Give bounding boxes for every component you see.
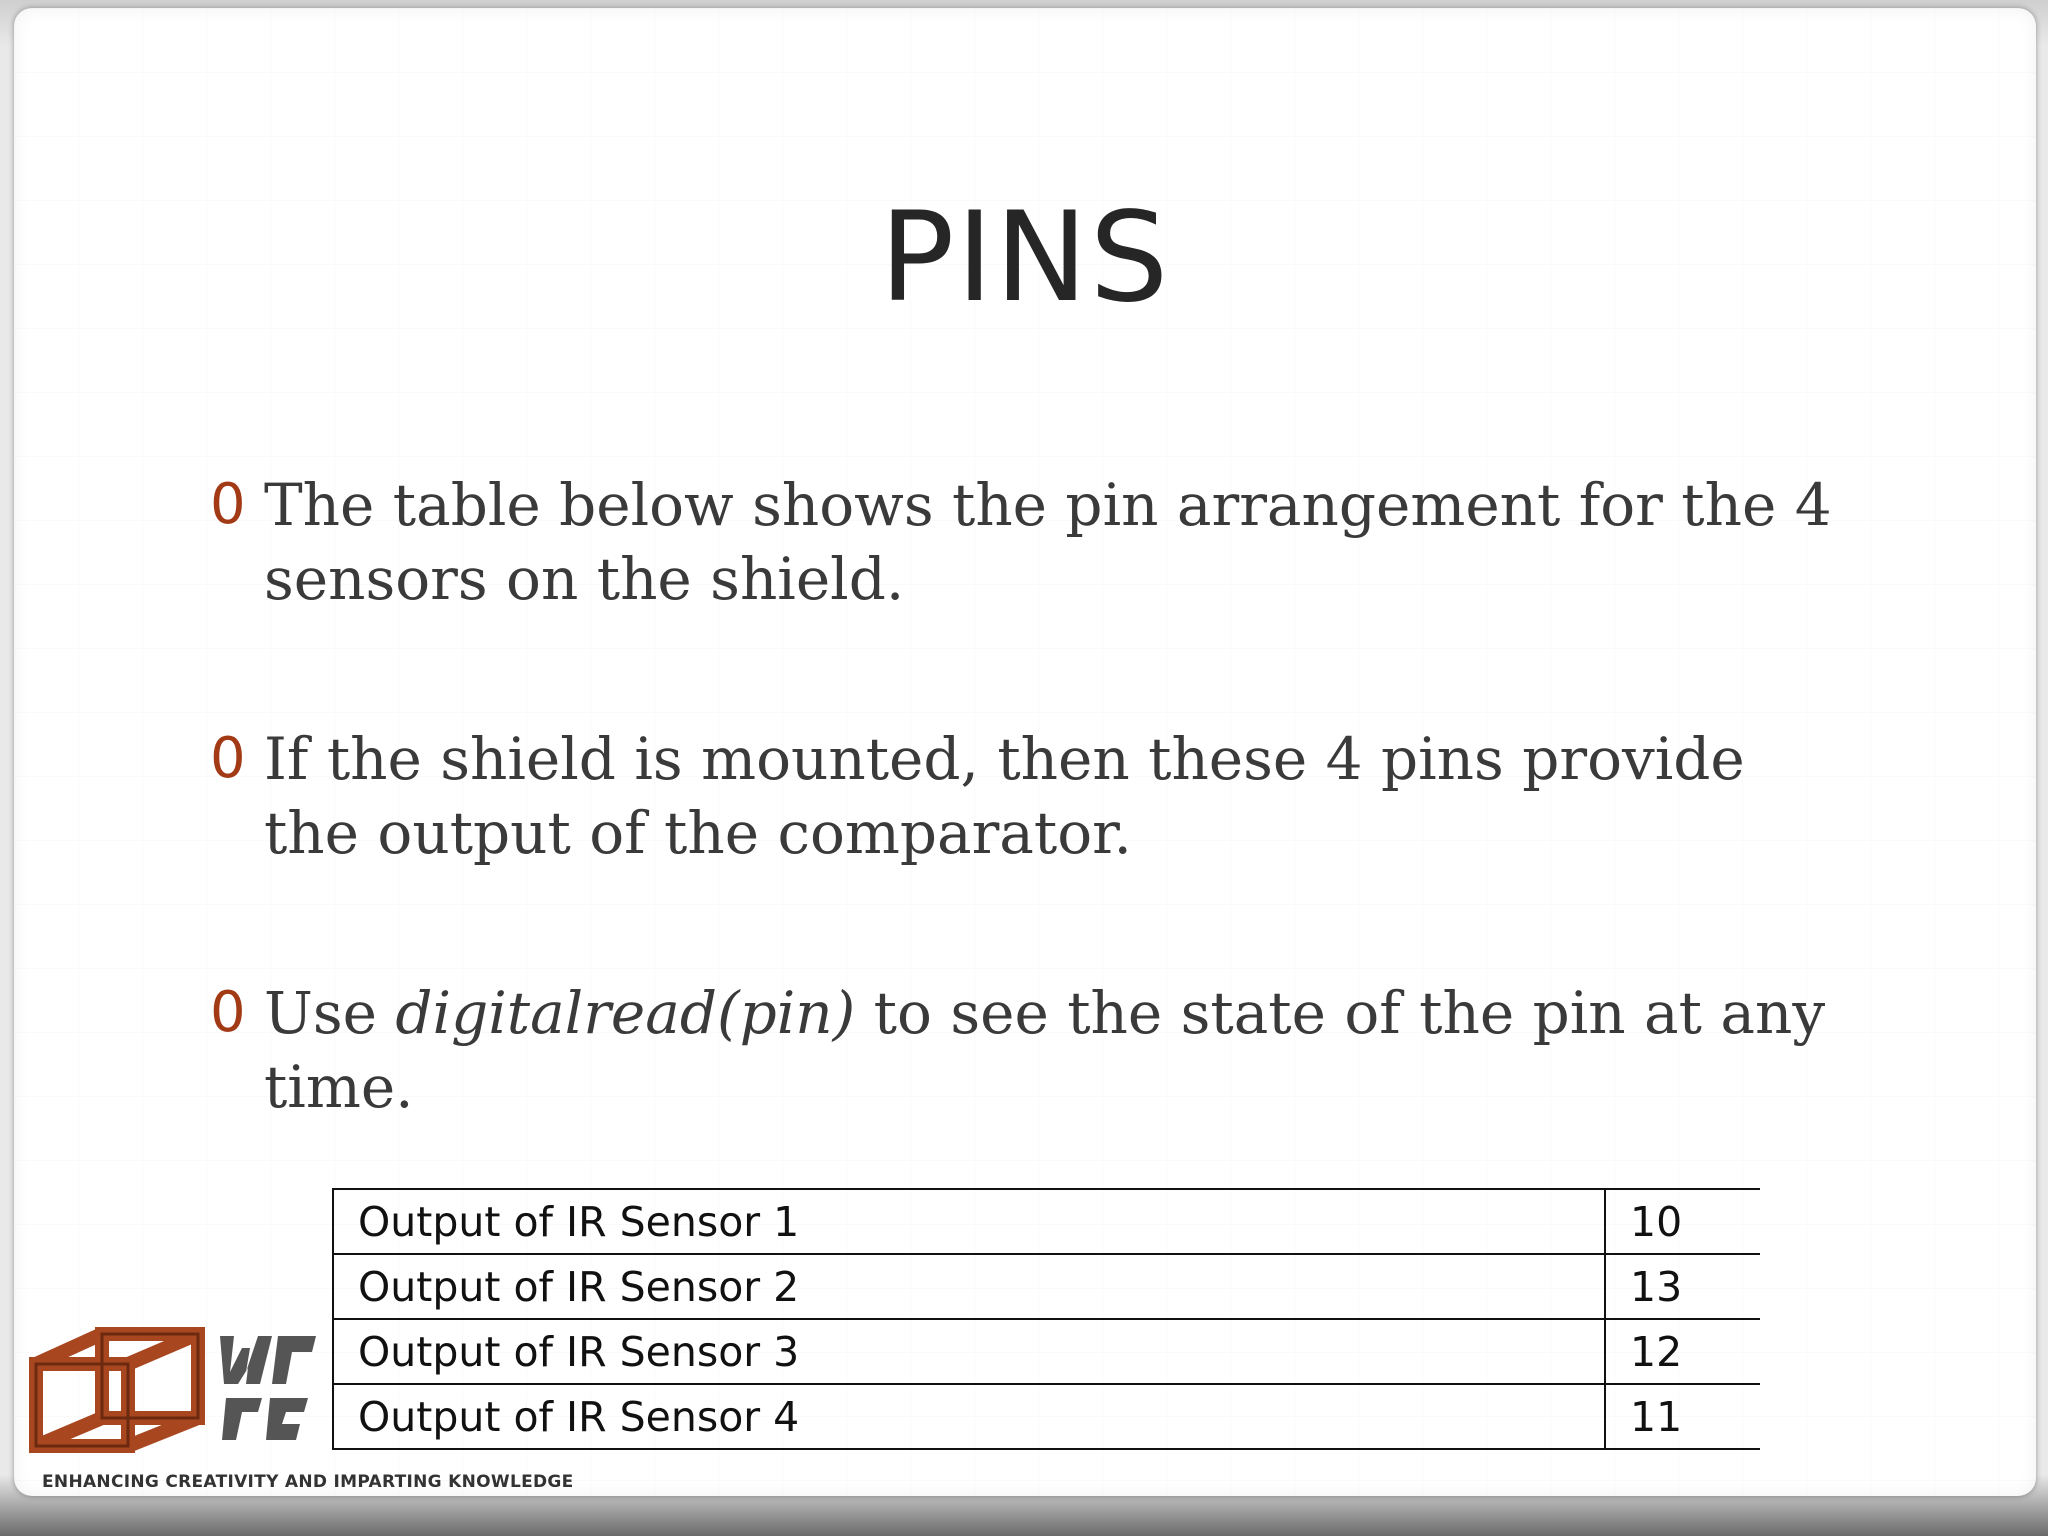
table-cell-label: Output of IR Sensor 4 [333,1384,1605,1449]
bullet-text: The table below shows the pin arrangement for the 4 sensors on the shield. [264,471,1832,613]
table-cell-pin: 13 [1605,1254,1760,1319]
table-row [333,1384,1760,1449]
slide-title: PINS [879,186,1171,330]
logo-wordmark-icon [212,1328,332,1448]
table-cell-pin: 12 [1605,1319,1760,1384]
code-function-name: digitalread(pin) [395,979,856,1047]
table-row [333,1254,1760,1319]
bullet-item-shield-mounted [210,722,1850,870]
table-cell-label: Output of IR Sensor 2 [333,1254,1605,1319]
bullet-marker: 0 [210,472,246,537]
table-cell-label: Output of IR Sensor 3 [333,1319,1605,1384]
bullet-text-before: Use [264,979,396,1047]
table-row [333,1319,1760,1384]
bullet-text: If the shield is mounted, then these 4 pins provide the output of the comparator. [264,725,1745,867]
table-cell-pin: 10 [1605,1189,1760,1254]
bullet-text-after: to see the state of the pin at any time. [264,979,1826,1121]
bullet-marker: 0 [210,726,246,791]
table-cell-label: Output of IR Sensor 1 [333,1189,1605,1254]
bullet-list [210,468,1850,1230]
bullet-item-table-intro [210,468,1850,616]
table-cell-pin: 11 [1605,1384,1760,1449]
cube-icon [26,1324,208,1456]
bullet-item-digitalread [210,976,1850,1124]
slide [14,8,2036,1496]
table-row [333,1189,1760,1254]
bullet-marker: 0 [210,980,246,1045]
pin-table [332,1188,1760,1450]
logo-tagline: ENHANCING CREATIVITY AND IMPARTING KNOWLEDGE [42,1472,574,1492]
